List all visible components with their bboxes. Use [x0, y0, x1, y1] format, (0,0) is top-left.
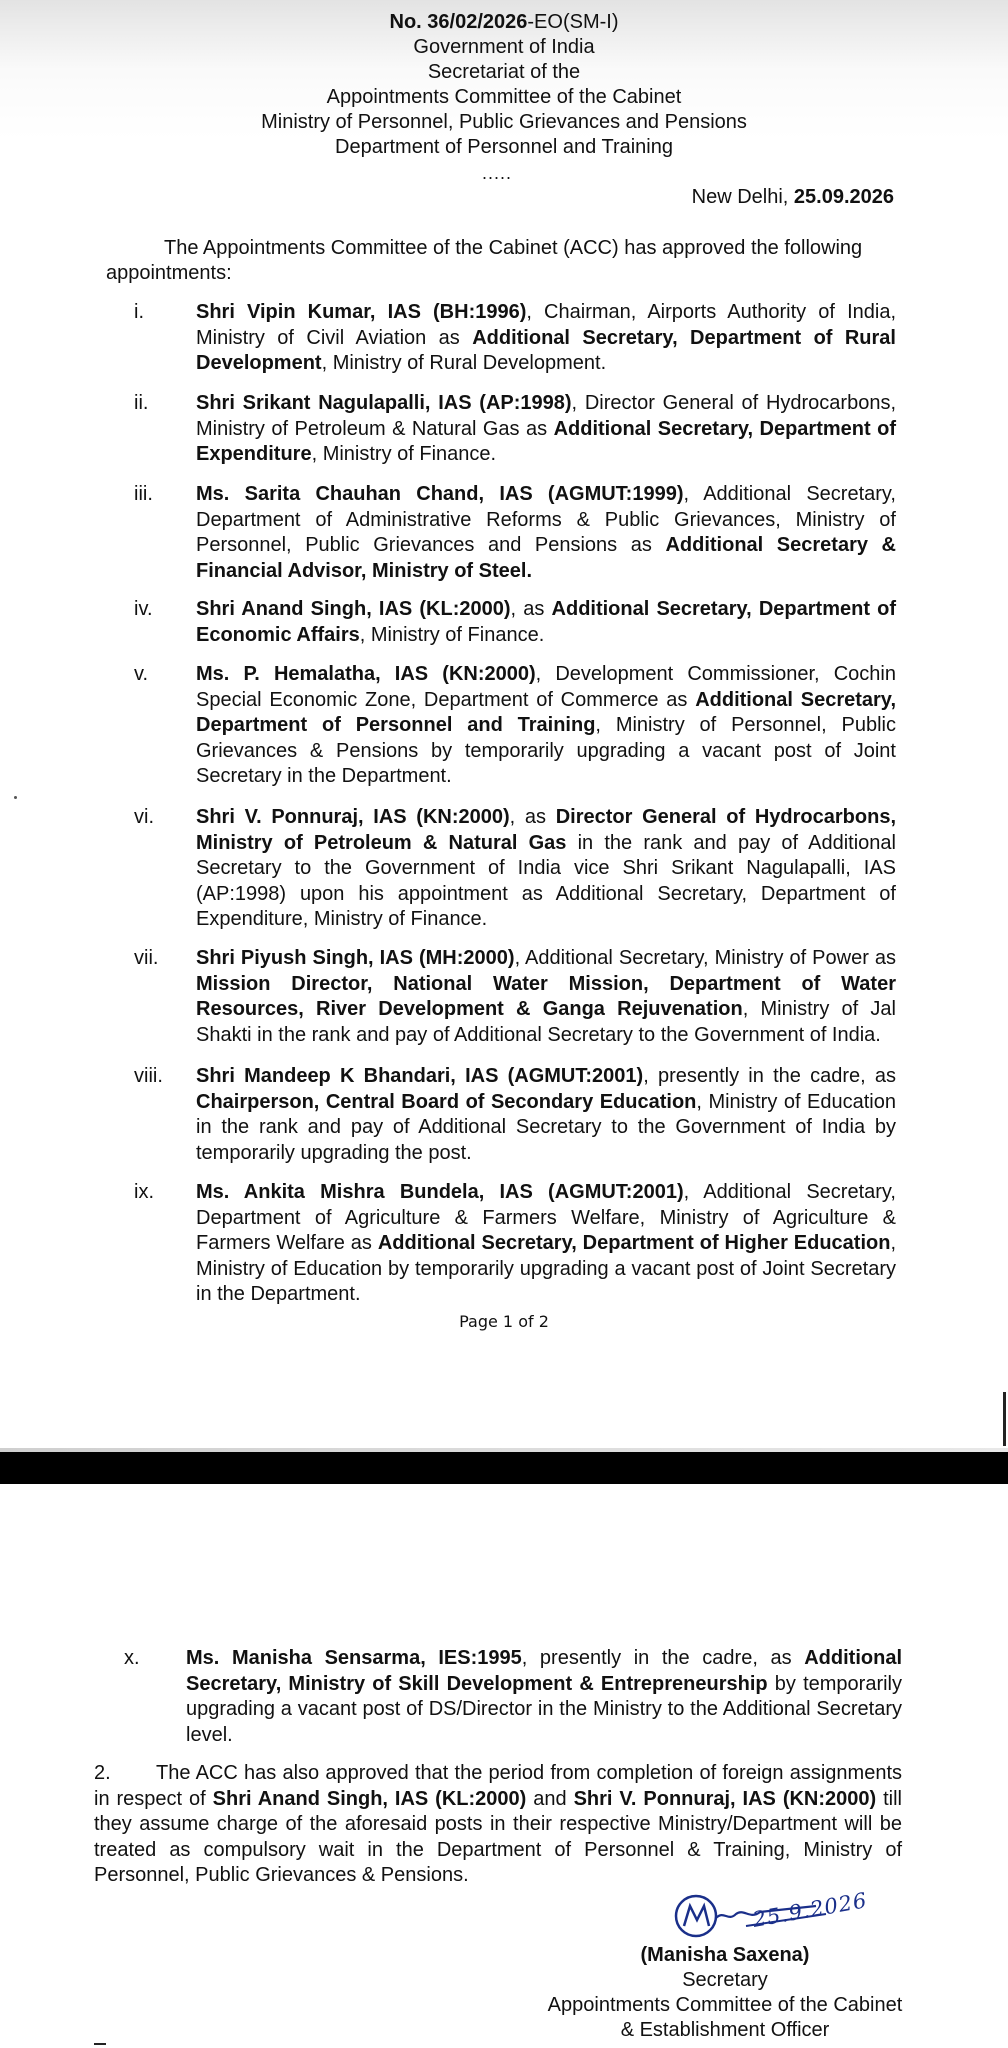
- text-run: , presently in the cadre, as: [521, 1647, 805, 1669]
- header-line-2: Secretariat of the: [427, 61, 581, 83]
- text-run: , as: [510, 598, 552, 620]
- place-date: [692, 186, 894, 209]
- paragraph-2-text: [94, 1762, 902, 1886]
- appointment-item: [106, 662, 896, 790]
- order-number: [0, 10, 1008, 35]
- text-run: , Additional Secretary, Department of Agriculture & Farmers Welfare, Ministry of Agriculture & Farmers Welfare as: [196, 1181, 896, 1254]
- text-run: , presently in the cadre, as: [643, 1065, 896, 1087]
- text-run: , Chairman, Airports Authority of India, Ministry of Civil Aviation as: [196, 301, 897, 349]
- intro-line-1: The Appointments Committee of the Cabinet (ACC) has approved the following: [164, 237, 863, 259]
- text-run: , Additional Secretary, Department of Administrative Reforms & Public Grievances, Ministry of Personnel, Public Grievances and Pensions as: [196, 483, 896, 556]
- item-number: x.: [124, 1647, 140, 1669]
- bold-text-run: Director General of Hydrocarbons, Ministry of Petroleum & Natural Gas: [196, 806, 897, 854]
- appointment-item: [106, 482, 896, 584]
- appointment-item: [106, 1064, 896, 1166]
- item-number: vi.: [134, 806, 154, 828]
- bold-text-run: Additional Secretary & Financial Advisor, Ministry of Steel.: [196, 534, 896, 582]
- text-run: , Ministry of Education in the rank and pay of Additional Secretary to the Government of India by temporarily upgrading the post.: [196, 1090, 896, 1164]
- bold-text-run: Shri Vipin Kumar, IAS (BH:1996): [196, 301, 527, 323]
- text-run: , Ministry of Rural Development.: [321, 352, 607, 374]
- bold-text-run: Additional Secretary, Ministry of Skill Development & Entrepreneurship: [186, 1647, 902, 1695]
- text-run: , Ministry of Personnel, Public Grievances & Pensions by temporarily upgrading a vacant post of Joint Secretary in the Department.: [196, 714, 896, 787]
- item-text: [196, 482, 896, 584]
- bold-text-run: Additional Secretary, Department of Economic Affairs: [196, 598, 896, 646]
- signatory-line-4: & Establishment Officer: [620, 2019, 830, 2041]
- header-line-3: Appointments Committee of the Cabinet: [326, 86, 682, 108]
- intro-line-2: appointments:: [106, 262, 232, 284]
- text-run: , Development Commissioner, Cochin Special Economic Zone, Department of Commerce as: [196, 663, 896, 711]
- text-run: , Director General of Hydrocarbons, Ministry of Petroleum & Natural Gas as: [196, 392, 896, 440]
- item-number: i.: [134, 301, 144, 323]
- item-text: [196, 300, 896, 377]
- margin-mark: [94, 2043, 106, 2045]
- appointment-item: [106, 805, 896, 933]
- header-line-5: Department of Personnel and Training: [335, 136, 673, 158]
- item-text: [186, 1646, 902, 1748]
- text-run: , as: [509, 806, 556, 828]
- bold-text-run: Shri Srikant Nagulapalli, IAS (AP:1998): [196, 392, 572, 414]
- item-number: iii.: [134, 483, 153, 505]
- appointment-item: [106, 1180, 896, 1308]
- signatory-designation: Secretary: [682, 1969, 768, 1991]
- item-number: v.: [134, 663, 149, 685]
- bold-text-run: Additional Secretary, Department of Rural Development: [196, 326, 896, 374]
- text-run: , Ministry of Finance.: [359, 623, 545, 646]
- order-number-suffix: -EO(SM-I): [527, 11, 619, 33]
- signatory-name: (Manisha Saxena): [640, 1944, 810, 1966]
- text-run: by temporarily upgrading a vacant post of DS/Director in the Ministry to the Additional Secretary level.: [186, 1672, 902, 1746]
- bold-text-run: Shri V. Ponnuraj, IAS (KN:2000): [196, 806, 510, 828]
- item-text: [196, 391, 896, 468]
- item-number: ix.: [134, 1181, 154, 1203]
- bold-text-run: Shri Anand Singh, IAS (KL:2000): [212, 1787, 527, 1810]
- text-run: , Ministry of Finance.: [311, 443, 497, 465]
- item-number: ii.: [134, 392, 149, 414]
- page-number: Page 1 of 2: [459, 1312, 549, 1331]
- bold-text-run: Additional Secretary, Department of Expenditure: [196, 417, 896, 465]
- header-line-4: Ministry of Personnel, Public Grievances and Pensions: [261, 111, 747, 133]
- text-run: in the rank and pay of Additional Secretary to the Government of India vice Shri Srikant Nagulapalli, IAS (AP:1998) upon his appointment as Additional Secretary, Department of Expenditure, Ministry of Finance.: [196, 831, 896, 930]
- separator-dots: .....: [482, 163, 513, 183]
- item-text: [196, 1180, 896, 1308]
- paragraph-number: 2.: [94, 1762, 111, 1784]
- handwritten-date: 25.9.2026: [750, 1888, 870, 1932]
- bold-text-run: Additional Secretary, Department of Higher Education: [377, 1232, 891, 1254]
- bold-text-run: Additional Secretary, Department of Personnel and Training: [196, 688, 896, 736]
- appointment-item: [106, 597, 896, 648]
- appointment-item: [106, 391, 896, 468]
- text-run: , Ministry of Jal Shakti in the rank and pay of Additional Secretary to the Government of India.: [196, 998, 896, 1046]
- text-run: till they assume charge of the aforesaid posts in their respective Ministry/Department will be treated as compulsory wait in the Department of Personnel & Training, Ministry of Personnel, Public Grievances & Pensions.: [94, 1787, 902, 1886]
- item-number: viii.: [134, 1065, 163, 1087]
- order-number-bold: No. 36/02/2026: [389, 11, 528, 33]
- text-run: The ACC has also approved that the period from completion of foreign assignments in respect of: [94, 1762, 902, 1810]
- header-line-1: Government of India: [413, 36, 595, 58]
- intro-paragraph: [106, 236, 896, 286]
- item-text: [196, 946, 896, 1048]
- bold-text-run: Mission Director, National Water Mission, Department of Water Resources, River Development & Ganga Rejuvenation: [196, 972, 896, 1020]
- place: New Delhi,: [691, 186, 794, 208]
- bold-text-run: Shri Piyush Singh, IAS (MH:2000): [196, 947, 515, 969]
- paragraph-2: [94, 1761, 902, 1889]
- signatory-line-3: Appointments Committee of the Cabinet: [547, 1994, 903, 2016]
- item-number: iv.: [134, 598, 153, 620]
- item-text: [196, 662, 896, 790]
- item-text: [196, 1064, 896, 1166]
- appointment-item: [106, 300, 896, 377]
- bold-text-run: Chairperson, Central Board of Secondary Education: [196, 1090, 697, 1113]
- bold-text-run: Ms. P. Hemalatha, IAS (KN:2000): [196, 663, 536, 685]
- text-run: , Ministry of Education by temporarily upgrading a vacant post of Joint Secretary in the Department.: [196, 1232, 896, 1305]
- bold-text-run: Ms. Manisha Sensarma, IES:1995: [186, 1647, 522, 1669]
- date: 25.09.2026: [793, 186, 894, 208]
- page-separator-band: [0, 1452, 1008, 1484]
- bold-text-run: Shri V. Ponnuraj, IAS (KN:2000): [573, 1787, 877, 1810]
- item-number: vii.: [134, 947, 159, 969]
- text-run: and: [526, 1787, 574, 1810]
- page-edge-line: [1003, 1392, 1006, 1446]
- bold-text-run: Ms. Ankita Mishra Bundela, IAS (AGMUT:2001): [196, 1181, 684, 1203]
- bold-text-run: Shri Mandeep K Bhandari, IAS (AGMUT:2001): [196, 1065, 644, 1087]
- item-text: [196, 597, 896, 648]
- scan-speck: [14, 796, 17, 799]
- appointment-item: [96, 1646, 902, 1748]
- appointment-item: [106, 946, 896, 1048]
- item-text: [196, 805, 896, 933]
- bold-text-run: Ms. Sarita Chauhan Chand, IAS (AGMUT:1999): [196, 483, 684, 505]
- text-run: , Additional Secretary, Ministry of Power as: [514, 947, 896, 969]
- bold-text-run: Shri Anand Singh, IAS (KL:2000): [196, 598, 511, 620]
